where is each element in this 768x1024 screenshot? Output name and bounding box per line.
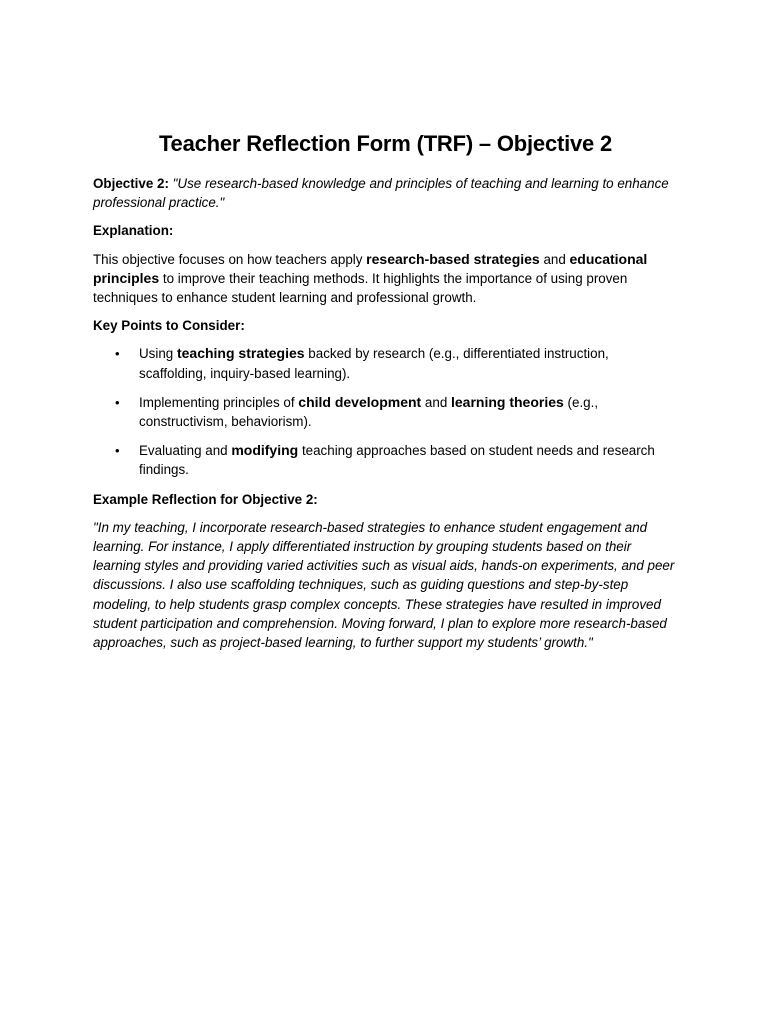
explanation-heading: Explanation: [93, 223, 174, 239]
objective-quote: "Use research-based knowledge and principles of teaching and learning to enhance professional practice." [93, 176, 669, 211]
example-heading: Example Reflection for Objective 2: [93, 491, 318, 507]
list-item: • Implementing principles of child development and learning theories (e.g., constructivism, behaviorism). [115, 393, 599, 430]
key-points-heading: Key Points to Consider: [93, 318, 245, 334]
bullet-icon: • [115, 443, 120, 459]
objective-label: Objective 2: [93, 176, 169, 191]
explanation-text: This objective focuses on how teachers apply research-based strategies and educational principles to improve their teaching methods. It highlights the importance of using proven techniques to enhance student learning and professional growth. [93, 250, 648, 306]
document-page [93, 128, 678, 661]
explanation-bold-research: research-based strategies [366, 250, 540, 267]
bullet-icon: • [115, 394, 120, 410]
key-points-list [93, 344, 678, 479]
explanation-bold-principles: educational principles [93, 250, 648, 286]
bullet-icon: • [115, 346, 120, 362]
list-item: • Evaluating and modifying teaching approaches based on student needs and research findings. [115, 442, 655, 478]
page-title: Teacher Reflection Form (TRF) – Objective 2 [158, 131, 613, 156]
example-reflection-text: "In my teaching, I incorporate research-based strategies to enhance student engagement and learning. For instance, I apply differentiated instruction by grouping students based on their learning styles and providing varied activities such as visual aids, hands-on experiments, and peer discussions. I also use scaffolding techniques, such as guiding questions and step-by-step modeling, to help students grasp complex concepts. These strategies have resulted in improved student participation and comprehension. Moving forward, I plan to explore more research-based approaches, such as project-based learning, to further support my students’ growth." [93, 519, 675, 651]
list-item: • Using teaching strategies backed by research (e.g., differentiated instruction, scaffolding, inquiry-based learning). [115, 345, 609, 381]
objective-statement [93, 174, 678, 212]
